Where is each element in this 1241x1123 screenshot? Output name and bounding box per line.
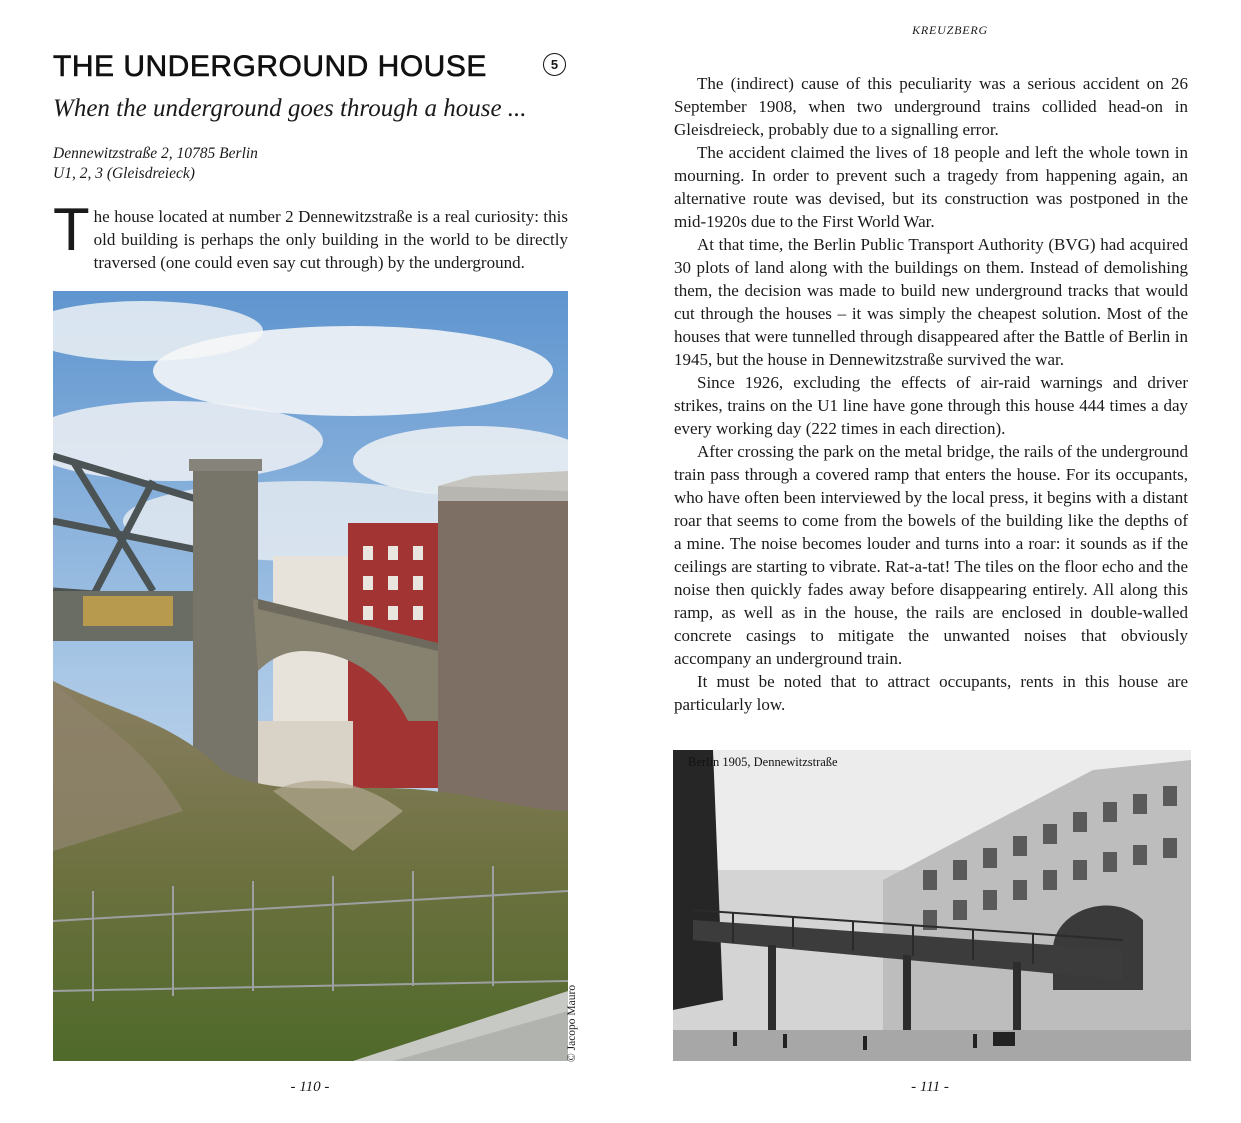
running-head: KREUZBERG: [912, 23, 988, 37]
left-page: [0, 0, 620, 1123]
photo-caption: Berlin 1905, Dennewitzstraße: [688, 755, 838, 769]
historic-photo-1905: [673, 750, 1191, 1061]
body-paragraph: The (indirect) cause of this peculiarity was a serious accident on 26 September 1908, when two underground trains collided head-on in Gleisdreieck, probably due to a signalling error.: [674, 74, 1188, 139]
address-street: Dennewitzstraße 2, 10785 Berlin: [53, 145, 258, 162]
page-number-right: - 111 -: [911, 1079, 949, 1095]
house-bridge-photo: [53, 291, 568, 1061]
address-block: [53, 144, 258, 184]
page-subtitle: When the underground goes through a house ...: [53, 95, 527, 122]
body-paragraph: Since 1926, excluding the effects of air-raid warnings and driver strikes, trains on the U1 line have gone through this house 444 times a day every working day (222 times in each direction).: [674, 373, 1188, 438]
address-transit: U1, 2, 3 (Gleisdreieck): [53, 165, 195, 182]
body-text: [674, 72, 1188, 716]
body-paragraph: After crossing the park on the metal bridge, the rails of the underground train pass through a covered ramp that enters the house. For its occupants, who have often been interviewed by the local press, it begins with a distant roar that seems to come from the bowels of the building like the depths of a mine. The noise becomes louder and turns into a roar: it sounds as if the ceilings are starting to vibrate. Rat-a-tat! The tiles on the floor echo and the noise then quickly fades away before disappearing entirely. All along this ramp, as well as in the house, the rails are enclosed in double-walled concrete casings to mitigate the unwanted noises that obviously accompany an underground train.: [674, 442, 1188, 668]
page-title: THE UNDERGROUND HOUSE: [53, 50, 487, 83]
body-paragraph: At that time, the Berlin Public Transport Authority (BVG) had acquired 30 plots of land along with the buildings on them. Instead of demolishing them, the decision was made to build new underground tracks that would cut through the houses – it was simply the cheapest solution. Most of the houses that were tunnelled through disappeared after the Battle of Berlin in 1945, but the house in Dennewitzstraße survived the war.: [674, 235, 1188, 369]
body-paragraph: It must be noted that to attract occupants, rents in this house are particularly low.: [674, 672, 1188, 714]
right-page: [620, 0, 1241, 1123]
page-number-left: - 110 -: [290, 1079, 330, 1095]
body-paragraph: The accident claimed the lives of 18 people and left the whole town in mourning. In order to prevent such a tragedy from happening again, an alternative route was devised, but its construction was postponed in the mid-1920s due to the First World War.: [674, 143, 1188, 231]
photo-credit: © Jacopo Mauro: [566, 984, 578, 1062]
entry-number-badge: 5: [543, 53, 566, 76]
intro-paragraph: [53, 196, 568, 274]
intro-text: he house located at number 2 Dennewitzstraße is a real curiosity: this old building is perhaps the only building in the world to be directly traversed (one could even say cut through) by the underground.: [93, 207, 568, 272]
drop-cap: T: [53, 196, 90, 263]
